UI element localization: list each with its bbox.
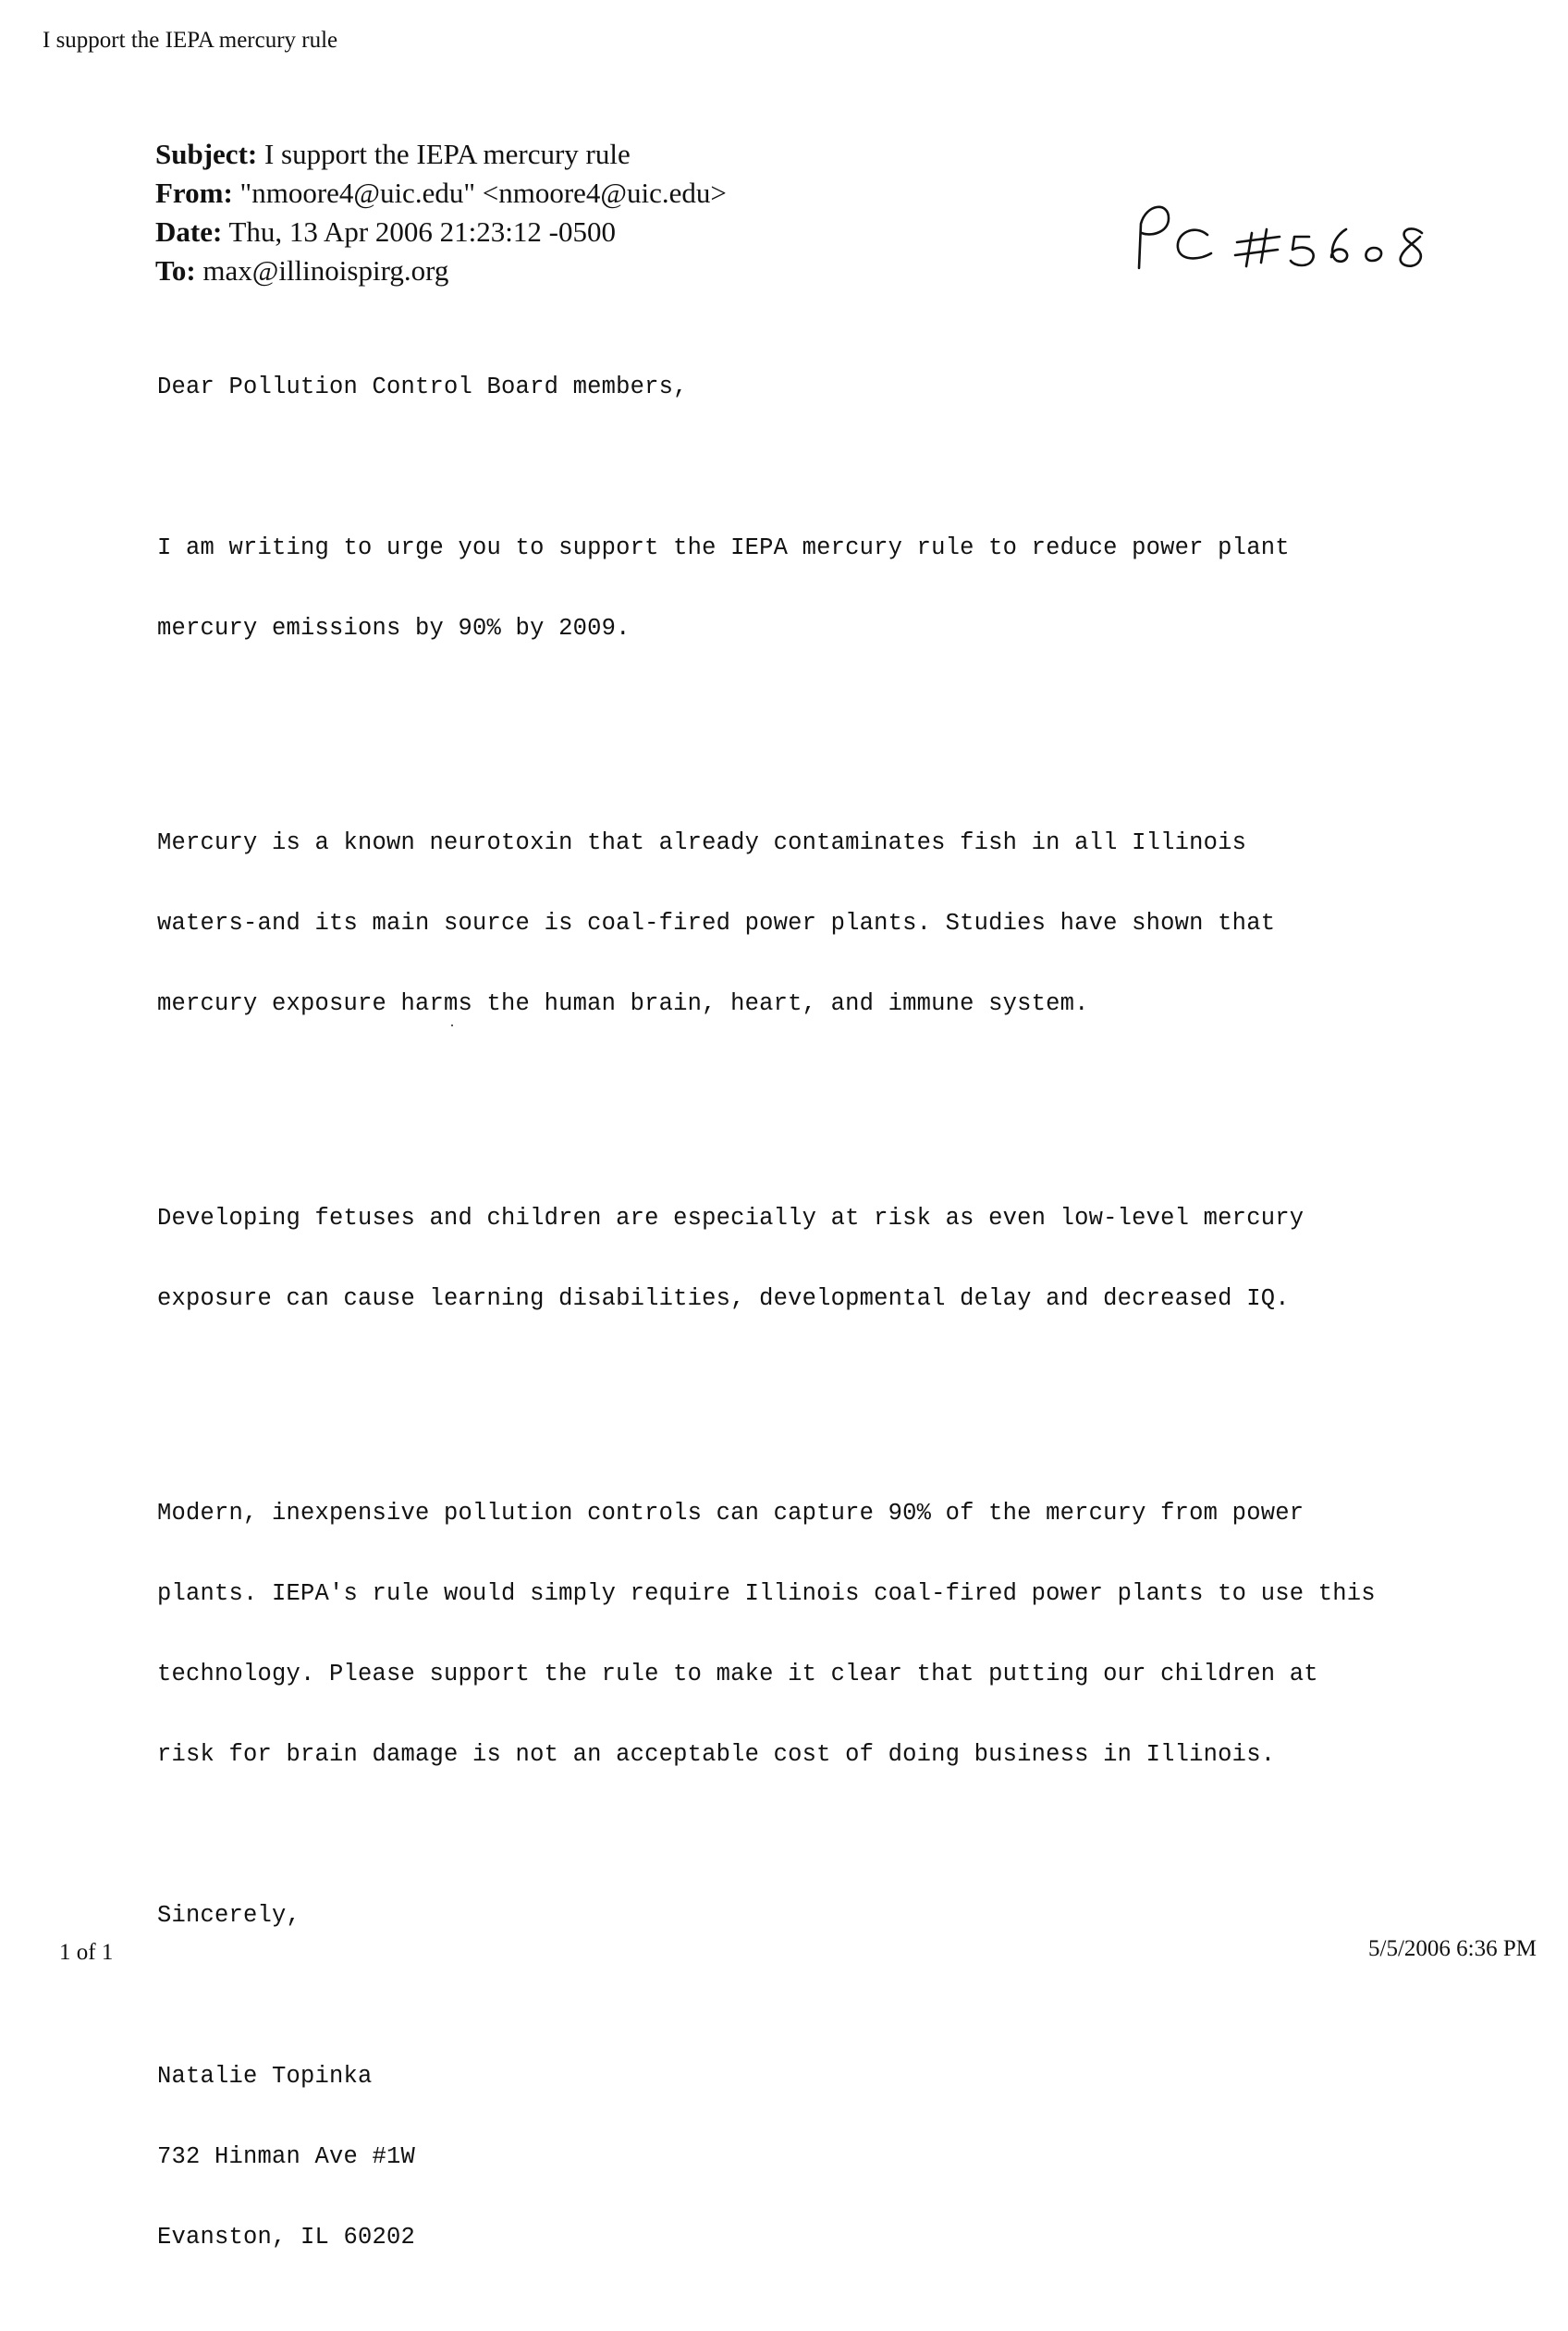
body-line: Modern, inexpensive pollution controls can capture 90% of the mercury from power [157, 1500, 1305, 1527]
signature-block [157, 2009, 1376, 2304]
body-line: I am writing to urge you to support the IEPA mercury rule to reduce power plant [157, 534, 1290, 561]
email-headers [155, 135, 727, 290]
scan-speck [451, 1024, 453, 1026]
to-value: max@illinoispirg.org [202, 254, 449, 287]
closing: Sincerely, [157, 1902, 301, 1929]
body-line: technology. Please support the rule to make it clear that putting our children at [157, 1661, 1318, 1687]
subject-row [155, 135, 727, 174]
date-value: Thu, 13 Apr 2006 21:23:12 -0500 [228, 215, 616, 248]
page-header-title: I support the IEPA mercury rule [43, 28, 338, 53]
to-row [155, 252, 727, 290]
body-line: Developing fetuses and children are especially at risk as even low-level mercury [157, 1205, 1305, 1232]
body-line: plants. IEPA's rule would simply require Illinois coal-fired power plants to use this [157, 1580, 1376, 1607]
subject-label: Subject: [155, 138, 258, 170]
from-row [155, 174, 727, 213]
page-number: 1 of 1 [59, 1940, 114, 1965]
body-line: Mercury is a known neurotoxin that already contaminates fish in all Illinois [157, 829, 1247, 856]
body-line: exposure can cause learning disabilities, developmental delay and decreased IQ. [157, 1285, 1290, 1312]
body-line: mercury exposure harms the human brain, heart, and immune system. [157, 990, 1089, 1017]
body-paragraph-2 [157, 776, 1376, 1071]
email-body [157, 320, 1376, 2331]
from-label: From: [155, 177, 233, 209]
body-paragraph-1 [157, 481, 1376, 695]
print-timestamp: 5/5/2006 6:36 PM [1368, 1936, 1537, 1961]
subject-value: I support the IEPA mercury rule [263, 138, 631, 170]
to-label: To: [155, 254, 196, 287]
greeting: Dear Pollution Control Board members, [157, 374, 688, 400]
body-paragraph-4 [157, 1446, 1376, 1822]
signature-address-line-1: 732 Hinman Ave #1W [157, 2143, 416, 2170]
body-paragraph-3 [157, 1151, 1376, 1366]
from-value: "nmoore4@uic.edu" <nmoore4@uic.edu> [239, 177, 727, 209]
body-line: waters-and its main source is coal-fired power plants. Studies have shown that [157, 910, 1276, 937]
body-line: mercury emissions by 90% by 2009. [157, 615, 631, 642]
date-label: Date: [155, 215, 223, 248]
date-row [155, 213, 727, 252]
signature-address-line-2: Evanston, IL 60202 [157, 2224, 416, 2251]
handwritten-pc-number [1128, 196, 1442, 298]
body-line: risk for brain damage is not an acceptable cost of doing business in Illinois. [157, 1741, 1276, 1768]
signature-name: Natalie Topinka [157, 2063, 373, 2090]
